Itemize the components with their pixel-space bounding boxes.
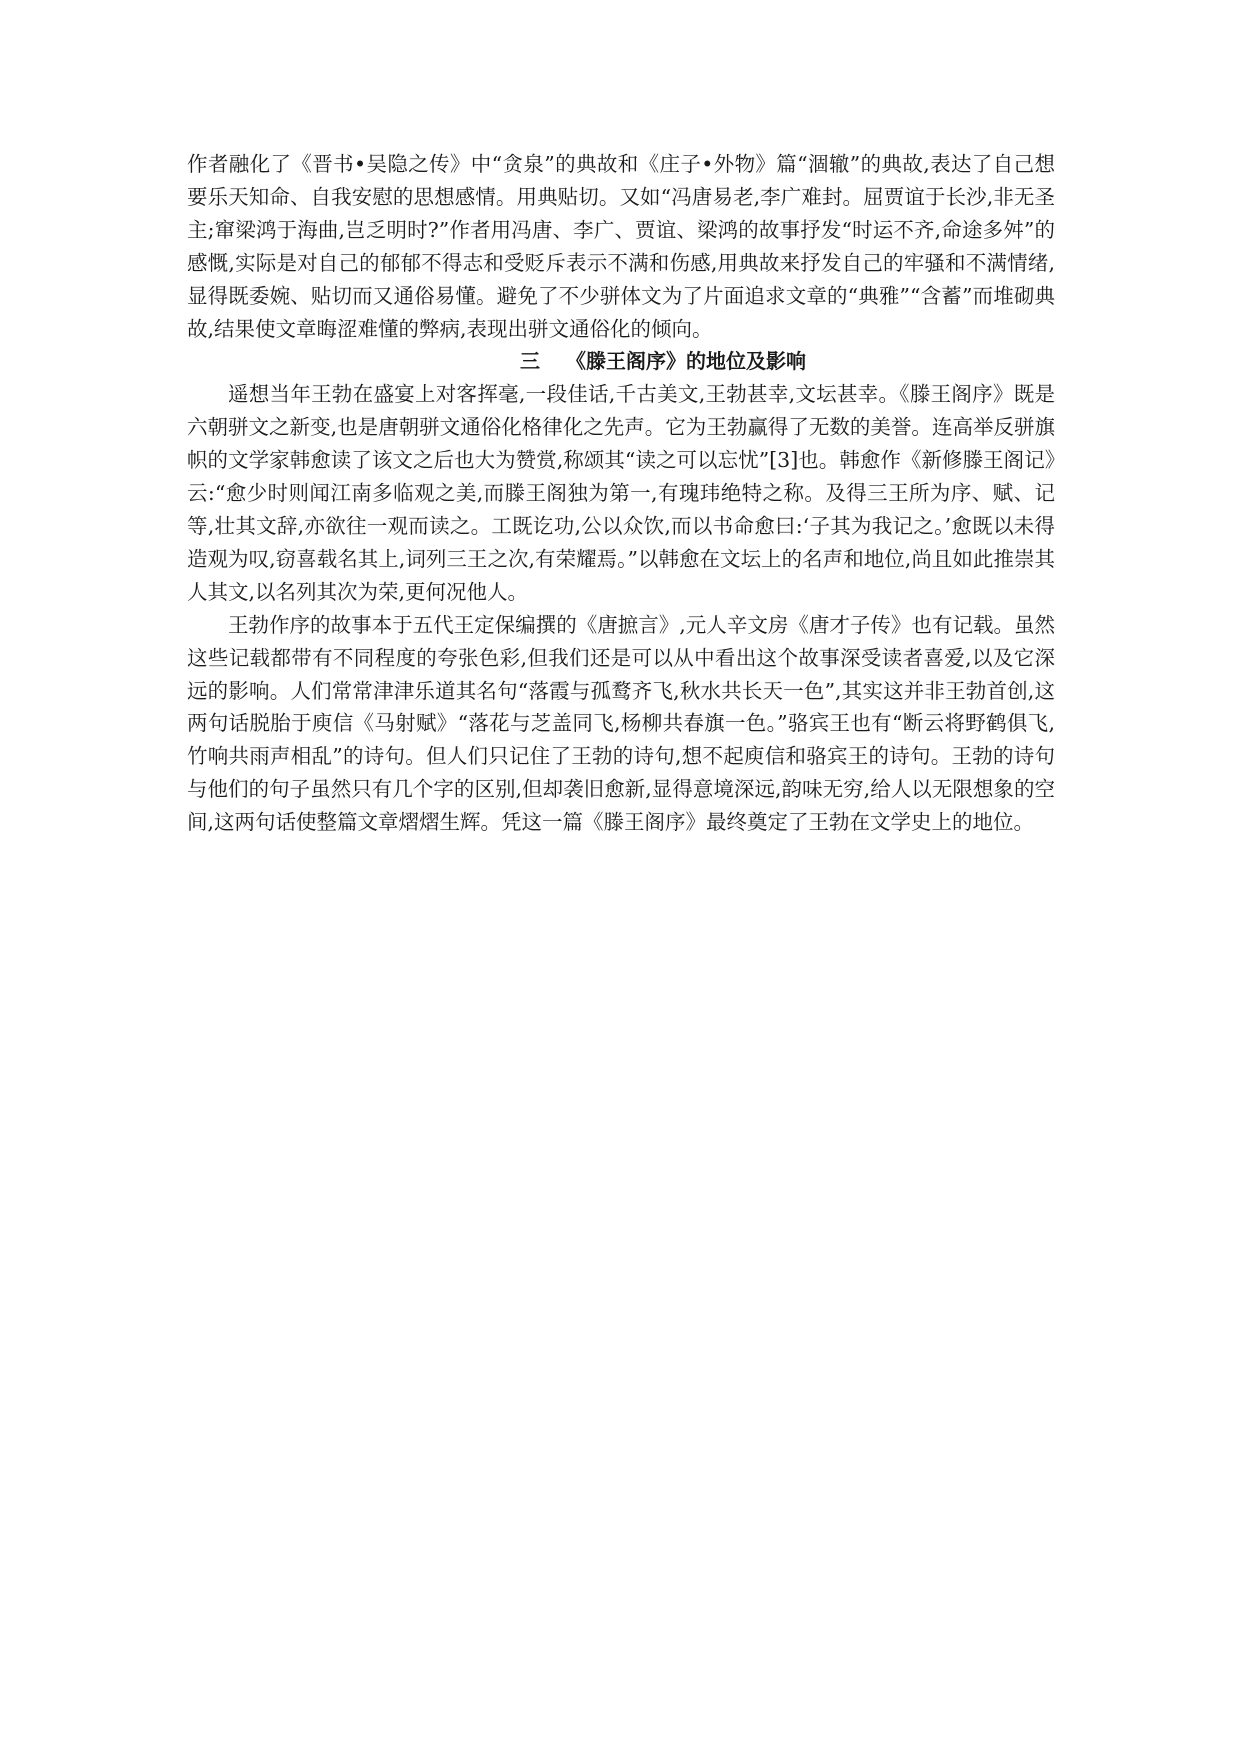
- section-heading: [187, 345, 1055, 378]
- document-page: [187, 148, 1055, 839]
- paragraph-influence: 遥想当年王勃在盛宴上对客挥毫,一段佳话,千古美文,王勃甚幸,文坛甚幸。《滕王阁序》既是六朝骈文之新变,也是唐朝骈文通俗化格律化之先声。它为王勃赢得了无数的美誉。连高举反骈旗帜的文学家韩愈读了该文之后也大为赞赏,称颂其“读之可以忘忧”[3]也。韩愈作《新修滕王阁记》云:“愈少时则闻江南多临观之美,而滕王阁独为第一,有瑰玮绝特之称。及得三王所为序、赋、记等,壮其文辞,亦欲往一观而读之。工既讫功,公以众饮,而以书命愈曰:‘子其为我记之。’愈既以未得造观为叹,窃喜载名其上,词列三王之次,有荣耀焉。”以韩愈在文坛上的名声和地位,尚且如此推崇其人其文,以名列其次为荣,更何况他人。: [187, 382, 1055, 604]
- section-title: 《滕王阁序》的地位及影响: [566, 349, 806, 374]
- paragraph-continued: 作者融化了《晋书•吴隐之传》中“贪泉”的典故和《庄子•外物》篇“涸辙”的典故,表达了自己想要乐天知命、自我安慰的思想感情。用典贴切。又如“冯唐易老,李广难封。屈贾谊于长沙,非无圣主;窜梁鸿于海曲,岂乏明时?”作者用冯唐、李广、贾谊、梁鸿的故事抒发“时运不齐,命途多舛”的感慨,实际是对自己的郁郁不得志和受贬斥表示不满和伤感,用典故来抒发自己的牢骚和不满情绪,显得既委婉、贴切而又通俗易懂。避免了不少骈体文为了片面追求文章的“典雅”“含蓄”而堆砌典故,结果使文章晦涩难懂的弊病,表现出骈文通俗化的倾向。: [187, 152, 1055, 341]
- paragraph-story: 王勃作序的故事本于五代王定保编撰的《唐摭言》,元人辛文房《唐才子传》也有记载。虽然这些记载都带有不同程度的夸张色彩,但我们还是可以从中看出这个故事深受读者喜爱,以及它深远的影响。人们常常津津乐道其名句“落霞与孤鹜齐飞,秋水共长天一色”,其实这并非王勃首创,这两句话脱胎于庾信《马射赋》“落花与芝盖同飞,杨柳共春旗一色。”骆宾王也有“断云将野鹤俱飞,竹响共雨声相乱”的诗句。但人们只记住了王勃的诗句,想不起庾信和骆宾王的诗句。王勃的诗句与他们的句子虽然只有几个字的区别,但却袭旧愈新,显得意境深远,韵味无穷,给人以无限想象的空间,这两句话使整篇文章熠熠生辉。凭这一篇《滕王阁序》最终奠定了王勃在文学史上的地位。: [187, 612, 1055, 835]
- section-number: 三: [520, 349, 540, 374]
